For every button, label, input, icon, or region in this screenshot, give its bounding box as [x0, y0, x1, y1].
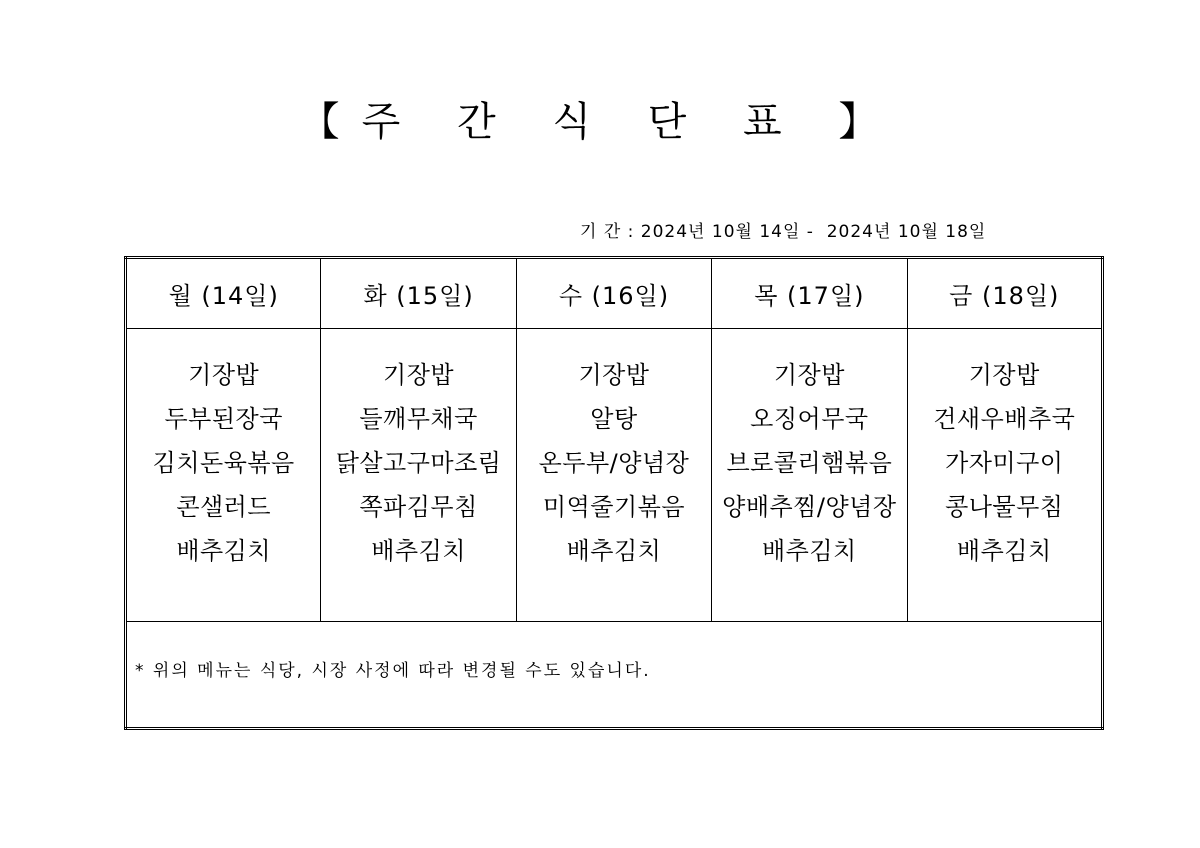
dish-item: 김치돈육볶음	[152, 449, 295, 477]
menu-cell-wed	[516, 329, 711, 622]
dish-item: 가자미구이	[945, 449, 1064, 477]
dish-item: 닭살고구마조림	[335, 449, 502, 477]
dish-item: 양배추찜/양념장	[722, 493, 897, 521]
dish-item: 기장밥	[188, 361, 260, 389]
day-header-row	[126, 258, 1103, 329]
dish-item: 배추김치	[566, 537, 662, 565]
menu-cell-thu	[712, 329, 907, 622]
menu-cell-tue	[321, 329, 516, 622]
dish-item: 건새우배추국	[933, 405, 1076, 433]
day-header-mon: 월 (14일)	[126, 258, 321, 329]
day-header-thu: 목 (17일)	[712, 258, 907, 329]
menu-row	[126, 329, 1103, 622]
dish-item: 두부된장국	[164, 405, 283, 433]
page-title: 【주 간 식 단 표 】	[299, 99, 901, 145]
dish-item: 오징어무국	[750, 405, 869, 433]
menu-period: 기 간 : 2024년 10월 14일 - 2024년 10월 18일	[580, 222, 987, 242]
dish-item: 기장밥	[578, 361, 650, 389]
dish-item: 배추김치	[761, 537, 857, 565]
menu-change-note: * 위의 메뉴는 식당, 시장 사정에 따라 변경될 수도 있습니다.	[126, 622, 1103, 729]
menu-cell-fri	[907, 329, 1102, 622]
day-header-fri: 금 (18일)	[907, 258, 1102, 329]
dish-item: 콩나물무침	[945, 493, 1064, 521]
note-row	[126, 622, 1103, 729]
dish-item: 쪽파김무침	[359, 493, 478, 521]
dish-item: 브로콜리햄볶음	[726, 449, 893, 477]
dish-item: 알탕	[590, 405, 638, 433]
menu-cell-mon	[126, 329, 321, 622]
day-header-tue: 화 (15일)	[321, 258, 516, 329]
dish-item: 배추김치	[176, 537, 272, 565]
weekly-menu-table	[124, 256, 1104, 730]
dish-item: 콘샐러드	[176, 493, 272, 521]
dish-item: 기장밥	[968, 361, 1040, 389]
dish-item: 들깨무채국	[359, 405, 478, 433]
dish-item: 기장밥	[383, 361, 455, 389]
dish-item: 기장밥	[773, 361, 845, 389]
dish-item: 온두부/양념장	[538, 449, 690, 477]
dish-item: 배추김치	[956, 537, 1052, 565]
dish-item: 미역줄기볶음	[542, 493, 686, 521]
dish-item: 배추김치	[371, 537, 466, 565]
day-header-wed: 수 (16일)	[516, 258, 711, 329]
